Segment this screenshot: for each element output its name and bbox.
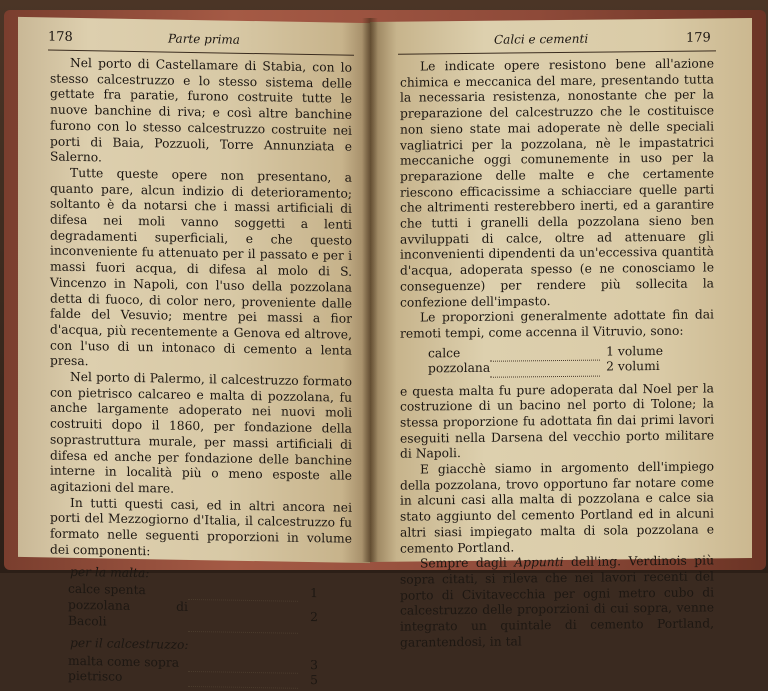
left-paragraph-1: Nel porto di Castellamare di Stabia, con lo stesso calcestruzzo e lo stesso sistema delle gettate fra paratie, furono costruite tutte le nuove banchine di riva; e così altre banchine furono con lo stesso calcestruzzo costruite nei porti di Baia, Pozzuoli, Torre Annunziata e Salerno.	[50, 55, 352, 165]
item-value: 1	[310, 586, 318, 601]
book-gutter	[362, 18, 378, 562]
right-running-head: Calci e cementi	[494, 31, 589, 47]
item-value: 1 volume	[606, 343, 664, 359]
item-label: pietrisco	[68, 669, 123, 684]
right-page-number: 179	[686, 30, 711, 46]
list-item	[68, 669, 318, 689]
paragraph-5-end: dell'ing. Verdinois più sopra citati, si rileva che nei lavori recenti del porto di Civitavecchia per ogni metro cubo di calcestruzzo delle proporzioni di cui sopra, venne integrato un quintale di cemento Portland, garantendosi, in tal	[400, 553, 714, 650]
item-label: pozzolana	[428, 361, 491, 376]
left-page-number: 178	[48, 29, 73, 45]
item-value: 2 volumi	[606, 359, 660, 374]
left-paragraph-3: Nel porto di Palermo, il calcestruzzo formato con pietrisco calcareo e malta di pozzolana, fu anche largamente adoperato nei nuovi moli costruiti dopo il 1860, per fondazione della soprastruttura murale, per massi artificiali di difesa ed anche per fondazione delle banchine interne in località più o meno esposte alle agitazioni del mare.	[50, 369, 352, 496]
right-paragraph-2: Le proporzioni generalmente adottate fin dai remoti tempi, come accenna il Vitruvio, sono:	[400, 307, 714, 341]
right-paragraph-5	[400, 554, 714, 652]
left-paragraph-4: In tutti questi casi, ed in altri ancora nei porti del Mezzogiorno d'Italia, il calcestruzzo fu formato nelle seguenti proporzioni in volume dei componenti:	[50, 495, 352, 559]
item-value: 3	[310, 657, 318, 672]
left-header-rule	[48, 49, 354, 55]
right-paragraph-1: Le indicate opere resistono bene all'azione chimica e meccanica del mare, presentando tutta la necessaria resistenza, nonostante che per la preparazione del calcestruzzo che le costituisce non sieno state mai adoperate nè delle speciali vagliatrici per la pozzolana, nè le impastatrici meccaniche oggi comunemente in uso per la preparazione delle malte e che certamente riescono efficacissime a schiacciare quelle parti che altrimenti resterebbero inerti, ed a garantire che tutti i granelli della pozzolana sieno ben avviluppati di calce, oltre ad attenuare gli inconvenienti dipendenti da un'eccessiva quantità d'acqua, adoperata spesso (e ne conosciamo le conseguenze) per rendere più sollecita la confezione dell'impasto.	[400, 56, 714, 310]
calcestruzzo-heading: per il calcestruzzo:	[70, 635, 189, 652]
right-page	[370, 18, 752, 650]
item-label: calce	[428, 345, 461, 361]
left-body-text	[50, 55, 352, 690]
paragraph-5-start: Sempre dagli	[420, 555, 515, 571]
dot-leader	[188, 671, 298, 689]
item-label: malta come sopra	[68, 653, 180, 670]
appunti-title: Appunti	[514, 555, 564, 570]
item-label: calce spenta	[68, 582, 146, 598]
calcestruzzo-proportions	[68, 653, 318, 689]
left-paragraph-2: Tutte queste opere non presentano, a quanto pare, alcun indizio di deterioramento; soltanto è da notarsi che i massi artificiali di difesa nei moli vanno soggetti a lenti degradamenti superficiali, e che questo inconveniente fu attenuato per il passato e per i massi fuori acqua, di difesa al molo di S. Vincenzo in Napoli, con l'uso della pozzolana detta di fuoco, di color nero, proveniente dalle falde del Vesuvio; mentre pei massi a fior d'acqua, più recentemente a Genova ed altrove, con l'uso di un intonaco di cemento a lenta presa.	[50, 165, 352, 369]
malta-proportions	[68, 582, 318, 634]
dot-leader	[188, 600, 298, 633]
right-paragraph-3: e questa malta fu pure adoperata dal Noel per la costruzione di un bacino nel porto di Tolone; la stessa proporzione fu adottata fin dai primi lavori eseguiti nella Darsena del vecchio porto militare di Napoli.	[400, 380, 714, 462]
list-item	[428, 359, 663, 377]
item-value: 5	[310, 673, 318, 688]
left-page	[18, 17, 370, 688]
right-body-text	[400, 56, 714, 651]
item-value: 2	[310, 609, 318, 624]
dot-leader	[188, 655, 298, 673]
vitruvio-proportions	[428, 344, 663, 378]
dot-leader	[188, 584, 298, 602]
malta-heading: per la malta:	[70, 564, 150, 580]
right-paragraph-4: E giacchè siamo in argomento dell'impiego della pozzolana, trovo opportuno far notare come in alcuni casi alla malta di pozzolana e calce sia stato aggiunto del cemento Portland ed in alcuni altri siasi impiegato malta di sola pozzolana e cemento Portland.	[400, 459, 714, 556]
left-running-head: Parte prima	[168, 31, 240, 47]
right-header-rule	[398, 50, 716, 54]
list-item	[68, 598, 318, 634]
dot-leader	[490, 360, 600, 377]
dot-leader	[490, 344, 600, 361]
item-label: pozzolana di Bacoli	[68, 597, 188, 629]
